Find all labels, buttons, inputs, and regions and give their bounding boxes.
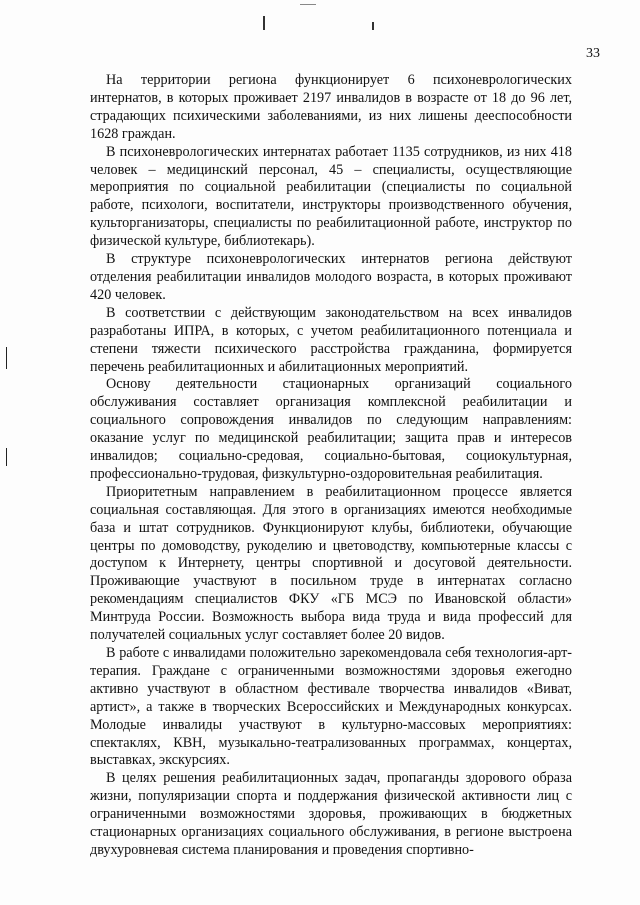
- paragraph: На территории региона функционирует 6 психоневрологических интернатов, в которых проживает 2197 инвалидов в возрасте от 18 до 96 лет, страдающих психическими заболеваниями, из них лишены дееспособности 1628 граждан.: [90, 72, 572, 142]
- margin-mark: [6, 448, 7, 466]
- document-body: [90, 72, 572, 860]
- scan-artifact-mark: [372, 22, 374, 30]
- paragraph: Приоритетным направлением в реабилитационном процессе является социальная составляющая. Для этого в организациях имеются необходимые база и штат сотрудников. Функционируют клубы, библиотеки, обучающие центры по домоводству, рукоделию и цветоводству, компьютерные классы с доступом к Интернету, центры спортивной и досуговой деятельности. Проживающие участвуют в посильном труде в интернатах согласно рекомендациям специалистов ФКУ «ГБ МСЭ по Ивановской области» Минтруда России. Возможность выбора вида труда и вида профессий для получателей социальных услуг составляет более 20 видов.: [90, 483, 572, 644]
- page-number: 33: [586, 46, 600, 61]
- scan-artifact-mark: [300, 4, 316, 5]
- paragraph: В психоневрологических интернатах работает 1135 сотрудников, из них 418 человек – медицинский персонал, 45 – специалисты, осуществляющие мероприятия по социальной реабилитации (специалисты по социальной работе, психологи, воспитатели, инструкторы производственного обучения, культорганизаторы, специалисты по реабилитационной работе, инструктор по физической культуре, библиотекарь).: [90, 143, 572, 250]
- paragraph: В структуре психоневрологических интернатов региона действуют отделения реабилитации инвалидов молодого возраста, в которых проживают 420 человек.: [90, 251, 572, 303]
- paragraph: В целях решения реабилитационных задач, пропаганды здорового образа жизни, популяризации спорта и поддержания физической активности лиц с ограниченными возможностями здоровья, проживающих в бюджетных стационарных организациях социального обслуживания, в регионе выстроена двухуровневая система планирования и проведения спортивно-: [90, 770, 572, 858]
- margin-mark: [6, 347, 7, 369]
- paragraph: В работе с инвалидами положительно зарекомендовала себя технология-арт-терапия. Граждане с ограниченными возможностями здоровья ежегодно активно участвуют в областном фестивале творчества инвалидов «Виват, артист», а также в творческих Всероссийских и Международных конкурсах. Молодые инвалиды участвуют в культурно-массовых мероприятиях: спектаклях, КВН, музыкально-театрализованных программах, концертах, выставках, экскурсиях.: [90, 645, 572, 769]
- paragraph: В соответствии с действующим законодательством на всех инвалидов разработаны ИПРА, в которых, с учетом реабилитационного потенциала и степени тяжести психического расстройства гражданина, формируется перечень реабилитационных и абилитационных мероприятий.: [90, 304, 572, 375]
- paragraph: Основу деятельности стационарных организаций социального обслуживания составляет организация комплексной реабилитации и социального сопровождения инвалидов по следующим направлениям: оказание услуг по медицинской реабилитации; защита прав и интересов инвалидов; социально-средовая, социально-бытовая, социокультурная, профессионально-трудовая, физкультурно-оздоровительная реабилитация.: [90, 376, 572, 482]
- scan-artifact-mark: [263, 16, 265, 30]
